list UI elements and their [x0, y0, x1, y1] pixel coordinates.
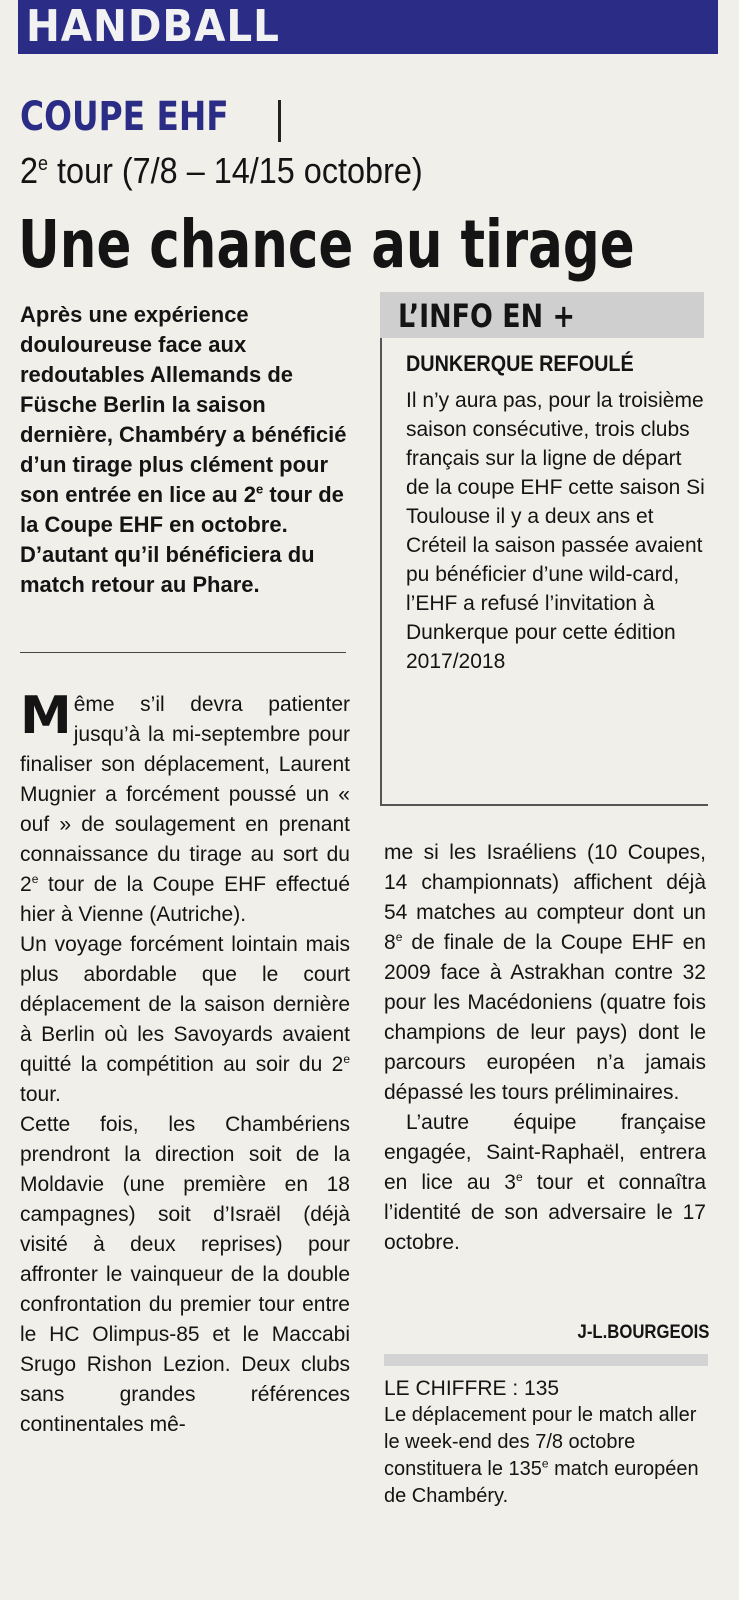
- article-paragraph: me si les Israéliens (10 Coupes, 14 championnats) affichent déjà 54 matches au compteur dont un 8e de finale de la Coupe EHF en 2009 face à Astrakhan contre 32 pour les Macédoniens (quatre fois champions de leur pays) dont le parcours européen n’a jamais dépassé les tours préliminaires.: [384, 841, 706, 1104]
- lead-paragraph: Après une expérience douloureuse face aux redoutables Allemands de Füsche Berlin la saison dernière, Chambéry a bénéficié d’un tirage plus clément pour son entrée en lice au 2e tour de la Coupe EHF en octobre. D’autant qu’il bénéficiera du match retour au Phare.: [20, 302, 347, 597]
- info-box-subtitle: DUNKERQUE REFOULÉ: [406, 351, 634, 376]
- article-column-left: [20, 686, 350, 1440]
- article-paragraph: Même s’il devra patienter jusqu’à la mi-septembre pour finaliser son déplacement, Laurent Mugnier a forcément poussé un « ouf » de soulagement en prenant connaissance du tirage au sort du 2e tour de la Coupe EHF effectué hier à Vienne (Autriche).: [20, 686, 350, 926]
- rubric-banner: [18, 0, 718, 54]
- article-paragraph: Un voyage forcément lointain mais plus abordable que le court déplacement de la saison dernière à Berlin où les Savoyards avaient quitté la compétition au soir du 2e tour.: [20, 933, 350, 1106]
- kicker-divider: [278, 100, 281, 142]
- rubric-label: HANDBALL: [26, 1, 280, 52]
- figure-box-body: Le déplacement pour le match aller le week-end des 7/8 octobre constituera le 135e match européen de Chambéry.: [384, 1404, 699, 1507]
- drop-cap: M: [20, 686, 72, 746]
- article-paragraph: L’autre équipe française engagée, Saint-Raphaël, entrera en lice au 3e tour et connaîtra l’identité de son adversaire le 17 octobre.: [384, 1111, 706, 1254]
- info-box-header: [380, 292, 704, 338]
- info-box-title: L’INFO EN +: [398, 297, 575, 335]
- figure-box-bar: [384, 1354, 708, 1366]
- byline: J-L.BOURGEOIS: [577, 1322, 710, 1343]
- kicker: COUPE EHF: [20, 94, 229, 140]
- lead-divider: [20, 652, 346, 653]
- round-subtitle: 2e tour (7/8 – 14/15 octobre): [20, 150, 423, 191]
- headline: Une chance au tirage: [18, 206, 635, 283]
- article-paragraph: Cette fois, les Chambériens prendront la direction soit de la Moldavie (une première en 18 campagnes) soit d’Israël (déjà visité à deux reprises) pour affronter le vainqueur de la double confrontation du premier tour entre le HC Olimpus-85 et le Maccabi Srugo Rishon Lezion. Deux clubs sans grandes références continentales mê-: [20, 1113, 350, 1436]
- article-column-right: [384, 838, 706, 1258]
- figure-box-title: LE CHIFFRE : 135: [384, 1377, 560, 1400]
- info-box-body: Il n’y aura pas, pour la troisième saison consécutive, trois clubs français sur la ligne de départ de la coupe EHF cette saison Si Toulouse il y a deux ans et Créteil la saison passée avaient pu bénéficier d’une wild-card, l’EHF a refusé l’invitation à Dunkerque pour cette édition 2017/2018: [406, 389, 705, 673]
